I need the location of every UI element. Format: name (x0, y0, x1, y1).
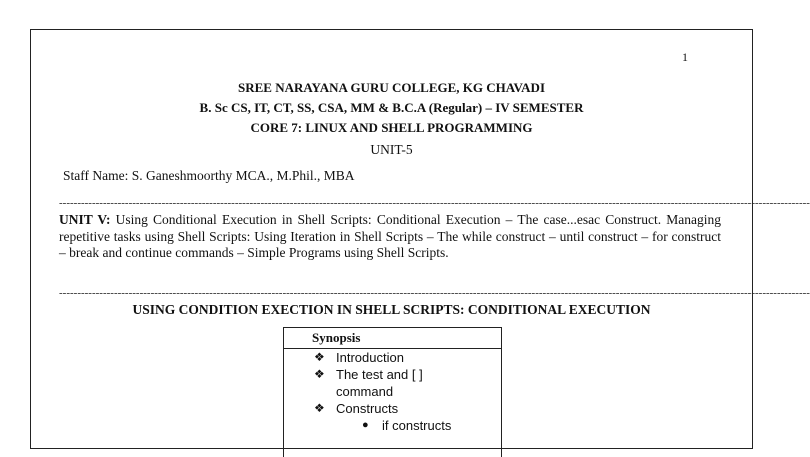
unit-summary (59, 212, 721, 262)
unit-label: UNIT-5 (370, 142, 413, 157)
synopsis-sub-item (284, 417, 501, 434)
course-title: CORE 7: LINUX AND SHELL PROGRAMMING (250, 120, 533, 135)
document-page (30, 29, 810, 449)
diamond-bullet-icon: ❖ (314, 401, 325, 415)
document-header (31, 78, 752, 138)
synopsis-item-label: Constructs (336, 401, 399, 416)
page-number: 1 (682, 50, 688, 64)
synopsis-item-label: The test and [ ] (336, 367, 423, 382)
synopsis-item-label: Introduction (336, 350, 404, 365)
program-line: B. Sc CS, IT, CT, SS, CSA, MM & B.C.A (Regular) – IV SEMESTER (199, 100, 584, 115)
diamond-bullet-icon: ❖ (314, 350, 325, 364)
college-name: SREE NARAYANA GURU COLLEGE, KG CHAVADI (237, 80, 546, 95)
synopsis-sub-item-label: if constructs (382, 418, 452, 433)
unit-summary-text: Using Conditional Execution in Shell Scripts: Conditional Execution – The case...esac Construct. Managing repetitive tasks using Shell Scripts: Using Iteration in Shell Scripts – The while construct – until construct – for construct – break and continue commands – Simple Programs using Shell Scripts. (59, 212, 721, 260)
dot-bullet-icon: ● (362, 419, 369, 431)
diamond-bullet-icon: ❖ (314, 367, 325, 381)
synopsis-item (284, 400, 501, 417)
synopsis-item-continuation (284, 383, 501, 400)
dashed-separator-top: ------------------------------------------------------------------------------------------------------------------------------------------------------------------------------------------------------------- (59, 197, 810, 209)
synopsis-item (284, 366, 501, 383)
section-title: USING CONDITION EXECTION IN SHELL SCRIPTS: CONDITIONAL EXECUTION (132, 302, 651, 317)
dashed-separator-bottom: ------------------------------------------------------------------------------------------------------------------------------------------------------------------------------------------------------------- (59, 287, 810, 299)
synopsis-item-label: command (336, 384, 394, 399)
synopsis-list (284, 349, 501, 434)
unit-summary-label: UNIT V: (59, 212, 111, 227)
staff-name: Staff Name: S. Ganeshmoorthy MCA., M.Phil., MBA (63, 168, 355, 183)
synopsis-box (283, 327, 502, 457)
synopsis-item (284, 349, 501, 366)
synopsis-title: Synopsis (284, 328, 501, 349)
